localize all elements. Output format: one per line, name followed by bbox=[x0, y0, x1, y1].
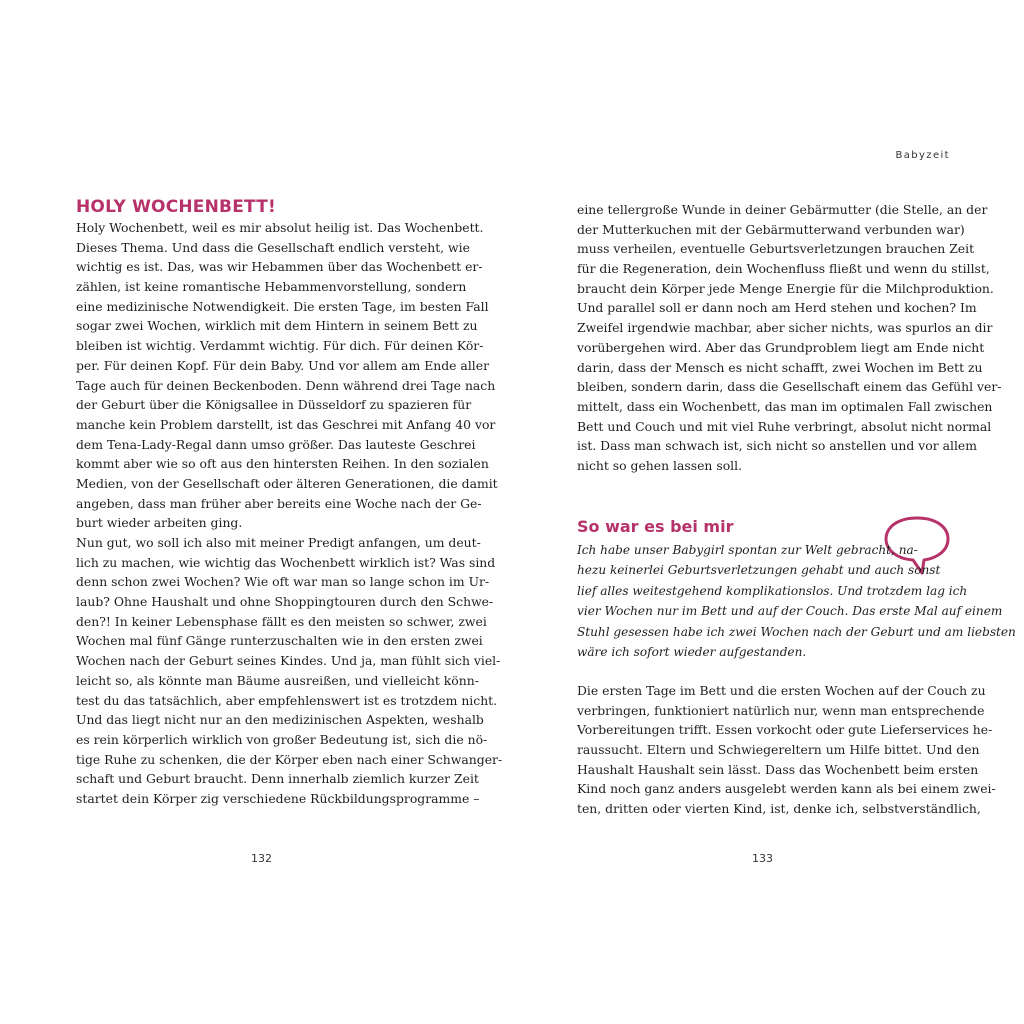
text-line: Die ersten Tage im Bett und die ersten Wochen auf der Couch zu bbox=[577, 683, 986, 698]
text-line: Bett und Couch und mit viel Ruhe verbringt, absolut nicht normal bbox=[577, 418, 992, 434]
running-header: Babyzeit bbox=[895, 150, 950, 161]
right-body-text-top bbox=[577, 200, 1002, 476]
text-line: leicht so, als könnte man Bäume ausreißen, und vielleicht könn- bbox=[76, 672, 479, 688]
text-line: ten, dritten oder vierten Kind, ist, denke ich, selbstverständlich, bbox=[577, 801, 981, 817]
text-line: Und parallel soll er dann noch am Herd stehen und kochen? Im bbox=[577, 300, 977, 316]
text-line: schaft und Geburt braucht. Denn innerhalb ziemlich kurzer Zeit bbox=[76, 771, 479, 787]
text-line: dem Tena-Lady-Regal dann umso größer. Das lauteste Geschrei bbox=[76, 436, 476, 452]
text-line: bleiben, sondern darin, dass die Gesellschaft einem das Gefühl ver- bbox=[577, 379, 1002, 395]
text-line: Vorbereitungen trifft. Essen vorkocht oder gute Lieferservices he- bbox=[577, 722, 993, 738]
text-line: den?! In keiner Lebensphase fällt es den meisten so schwer, zwei bbox=[76, 613, 487, 629]
text-line: der Geburt über die Königsallee in Düsseldorf zu spazieren für bbox=[76, 397, 472, 413]
text-line: bleiben ist wichtig. Verdammt wichtig. Für dich. Für deinen Kör- bbox=[76, 338, 484, 354]
left-body-text bbox=[76, 218, 503, 809]
text-line: Wochen nach der Geburt seines Kindes. Und ja, man fühlt sich viel- bbox=[76, 653, 501, 669]
text-line: Holy Wochenbett, weil es mir absolut heilig ist. Das Wochenbett. bbox=[76, 220, 484, 235]
right-body-text-bottom bbox=[577, 681, 996, 819]
text-line: Stuhl gesessen habe ich zwei Wochen nach der Geburt und am liebsten bbox=[577, 624, 1016, 639]
box-body-text bbox=[577, 540, 1016, 662]
text-line: denn schon zwei Wochen? Wie oft war man so lange schon im Ur- bbox=[76, 574, 490, 590]
text-line: für die Regeneration, dein Wochenfluss fließt und wenn du stillst, bbox=[577, 261, 990, 277]
text-line: vorübergehen wird. Aber das Grundproblem liegt am Ende nicht bbox=[577, 339, 985, 355]
text-line: burt wieder arbeiten ging. bbox=[76, 515, 243, 531]
text-line: per. Für deinen Kopf. Für dein Baby. Und vor allem am Ende aller bbox=[76, 357, 489, 373]
text-line: verbringen, funktioniert natürlich nur, wenn man entsprechende bbox=[577, 702, 985, 718]
text-line: Dieses Thema. Und dass die Gesellschaft endlich versteht, wie bbox=[76, 239, 470, 255]
text-line: mittelt, dass ein Wochenbett, das man im optimalen Fall zwischen bbox=[577, 398, 993, 414]
text-line: eine medizinische Notwendigkeit. Die ersten Tage, im besten Fall bbox=[76, 298, 489, 314]
text-line: lief alles weitestgehend komplikationslos. Und trotzdem lag ich bbox=[577, 583, 968, 598]
text-line: ist. Dass man schwach ist, sich nicht so anstellen und vor allem bbox=[577, 438, 977, 454]
page-number-left: 132 bbox=[251, 852, 272, 865]
text-line: manche kein Problem darstellt, ist das Geschrei mit Anfang 40 vor bbox=[76, 416, 496, 432]
text-line: tige Ruhe zu schenken, die der Körper eben nach einer Schwanger- bbox=[76, 751, 503, 767]
text-line: wichtig es ist. Das, was wir Hebammen über das Wochenbett er- bbox=[76, 259, 483, 275]
text-line: Ich habe unser Babygirl spontan zur Welt gebracht, na- bbox=[577, 543, 918, 557]
text-line: laub? Ohne Haushalt und ohne Shoppingtouren durch den Schwe- bbox=[76, 594, 494, 610]
text-line: nicht so gehen lassen soll. bbox=[577, 457, 743, 473]
text-line: zählen, ist keine romantische Hebammenvorstellung, sondern bbox=[76, 279, 467, 295]
page-number-right: 133 bbox=[752, 852, 773, 865]
text-line: Medien, von der Gesellschaft oder älteren Generationen, die damit bbox=[76, 475, 498, 491]
text-line: raussucht. Eltern und Schwiegereltern um Hilfe bittet. Und den bbox=[577, 742, 980, 758]
text-line: braucht dein Körper jede Menge Energie für die Milchproduktion. bbox=[577, 280, 994, 296]
text-line: der Mutterkuchen mit der Gebärmutterwand verbunden war) bbox=[577, 221, 965, 237]
text-line: wäre ich sofort wieder aufgestanden. bbox=[577, 644, 807, 659]
text-line: muss verheilen, eventuelle Geburtsverletzungen brauchen Zeit bbox=[577, 241, 975, 257]
text-line: darin, dass der Mensch es nicht schafft, zwei Wochen im Bett zu bbox=[577, 359, 983, 375]
text-line: Nun gut, wo soll ich also mit meiner Predigt anfangen, um deut- bbox=[76, 535, 481, 550]
text-line: startet dein Körper zig verschiedene Rückbildungsprogramme – bbox=[76, 790, 480, 806]
text-line: vier Wochen nur im Bett und auf der Couch. Das erste Mal auf einem bbox=[577, 604, 1003, 619]
text-line: Tage auch für deinen Beckenboden. Denn während drei Tage nach bbox=[76, 377, 496, 393]
text-line: Zweifel irgendwie machbar, aber sicher nichts, was spurlos an dir bbox=[577, 320, 993, 336]
text-line: Und das liegt nicht nur an den medizinischen Aspekten, weshalb bbox=[76, 712, 484, 728]
text-line: lich zu machen, wie wichtig das Wochenbett wirklich ist? Was sind bbox=[76, 554, 496, 570]
text-line: Haushalt Haushalt sein lässt. Dass das Wochenbett beim ersten bbox=[577, 761, 979, 777]
text-line: Wochen mal fünf Gänge runterzuschalten wie in den ersten zwei bbox=[76, 633, 483, 649]
box-heading: So war es bei mir bbox=[577, 517, 734, 536]
text-line: test du das tatsächlich, aber empfehlenswert ist es trotzdem nicht. bbox=[76, 692, 498, 708]
text-line: Kind noch ganz anders ausgelebt werden kann als bei einem zwei- bbox=[577, 781, 996, 797]
text-line: es rein körperlich wirklich von großer Bedeutung ist, sich die nö- bbox=[76, 731, 488, 747]
text-line: kommt aber wie so oft aus den hintersten Reihen. In den sozialen bbox=[76, 456, 489, 472]
text-line: eine tellergroße Wunde in deiner Gebärmutter (die Stelle, an der bbox=[577, 202, 988, 217]
text-line: angeben, dass man früher aber bereits eine Woche nach der Ge- bbox=[76, 495, 482, 511]
text-line: sogar zwei Wochen, wirklich mit dem Hintern in seinem Bett zu bbox=[76, 318, 478, 334]
text-line: hezu keinerlei Geburtsverletzungen gehabt und auch sonst bbox=[577, 563, 941, 578]
section-heading: HOLY WOCHENBETT! bbox=[76, 197, 276, 217]
